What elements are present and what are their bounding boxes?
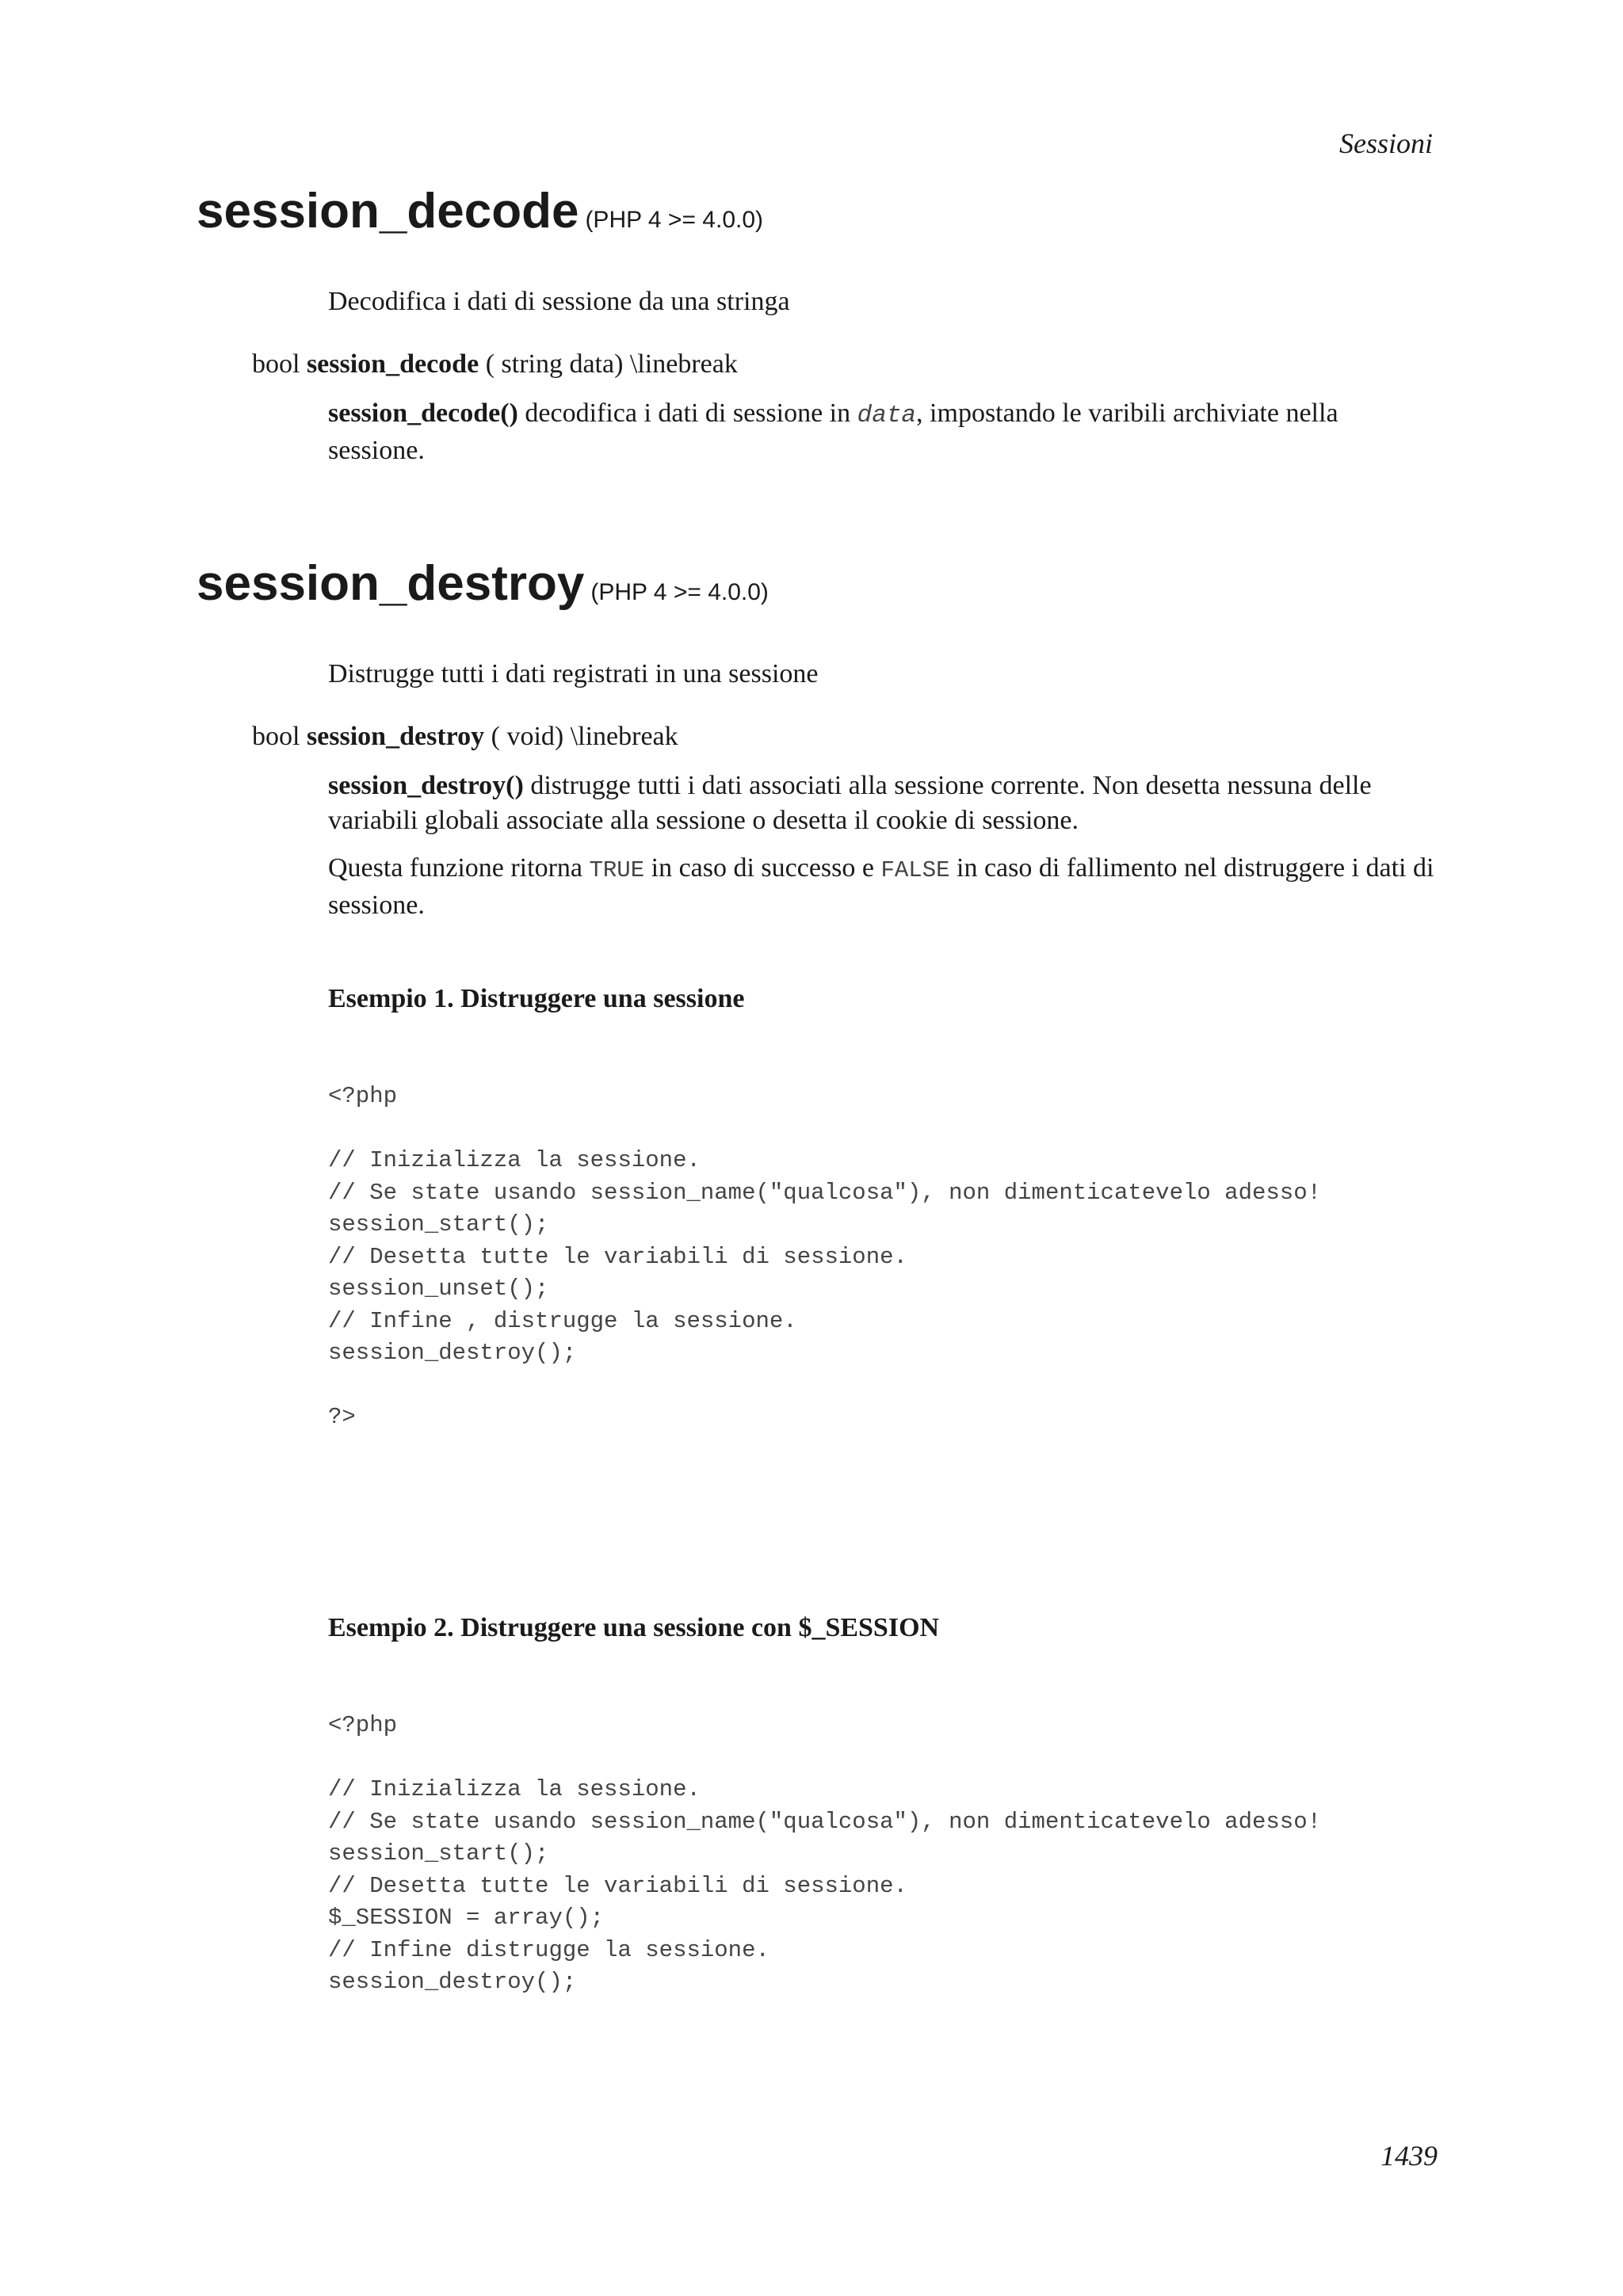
synopsis-args: ( string data) \linebreak xyxy=(485,349,738,379)
return-text: Questa funzione ritorna xyxy=(328,853,590,883)
function-purpose: Decodifica i dati di sessione da una stringa xyxy=(328,287,790,316)
constant-false: FALSE xyxy=(880,857,950,883)
synopsis-type: bool xyxy=(252,349,300,379)
return-text: in caso di successo e xyxy=(644,853,881,883)
function-heading xyxy=(197,556,1441,620)
example-1 xyxy=(197,984,1441,1014)
code-listing: <?php // Inizializza la sessione. // Se state usando session_name("qualcosa"), non dimenticatevelo adesso! session_start(); // Desetta tutte le variabili di sessione. session_unset(); // Infine , distrugge la sessione. session_destroy(); ?> xyxy=(328,1083,1322,1430)
description-text: distrugge tutti i dati associati alla sessione corrente. Non desetta nessuna delle variabili globali associate alla sessione o desetta il cookie di sessione. xyxy=(328,771,1372,835)
parameter-name: data xyxy=(857,402,917,429)
section-session-decode xyxy=(197,184,1441,468)
example-2 xyxy=(197,1613,1441,1643)
function-version: (PHP 4 >= 4.0.0) xyxy=(585,207,764,233)
function-version: (PHP 4 >= 4.0.0) xyxy=(590,579,769,605)
constant-true: TRUE xyxy=(589,857,645,883)
function-synopsis xyxy=(252,347,1441,382)
function-description xyxy=(328,769,1441,838)
description-text: decodifica i dati di sessione in xyxy=(517,399,857,428)
code-listing: <?php // Inizializza la sessione. // Se state usando session_name("qualcosa"), non dimenticatevelo adesso! session_start(); // Desetta tutte le variabili di sessione. $_SESSION = array(); // Infine distrugge la sessione. session_destroy(); xyxy=(328,1712,1322,1995)
function-description xyxy=(328,396,1441,468)
synopsis-type: bool xyxy=(252,722,300,751)
return-values xyxy=(328,851,1441,923)
function-synopsis xyxy=(252,719,1441,754)
description-text: , impostando le varibili archiviate nella sessione. xyxy=(328,399,1338,465)
page-number: 1439 xyxy=(1381,2140,1438,2172)
synopsis-function-name: session_decode xyxy=(306,349,479,379)
example-title: Esempio 2. Distruggere una sessione con $_SESSION xyxy=(328,1613,940,1642)
description-function-name: session_destroy() xyxy=(328,771,524,800)
synopsis-function-name: session_destroy xyxy=(306,722,485,751)
section-session-destroy xyxy=(197,556,1441,923)
function-heading xyxy=(197,184,1441,248)
example-title: Esempio 1. Distruggere una sessione xyxy=(328,984,745,1013)
description-function-name: session_decode() xyxy=(328,399,518,428)
function-name: session_destroy xyxy=(197,556,585,611)
running-header: Sessioni xyxy=(1338,128,1433,159)
function-name: session_decode xyxy=(197,184,579,238)
synopsis-args: ( void) \linebreak xyxy=(491,722,678,751)
function-purpose: Distrugge tutti i dati registrati in una sessione xyxy=(328,659,819,688)
return-text: in caso di fallimento nel distruggere i dati di sessione. xyxy=(328,853,1434,920)
